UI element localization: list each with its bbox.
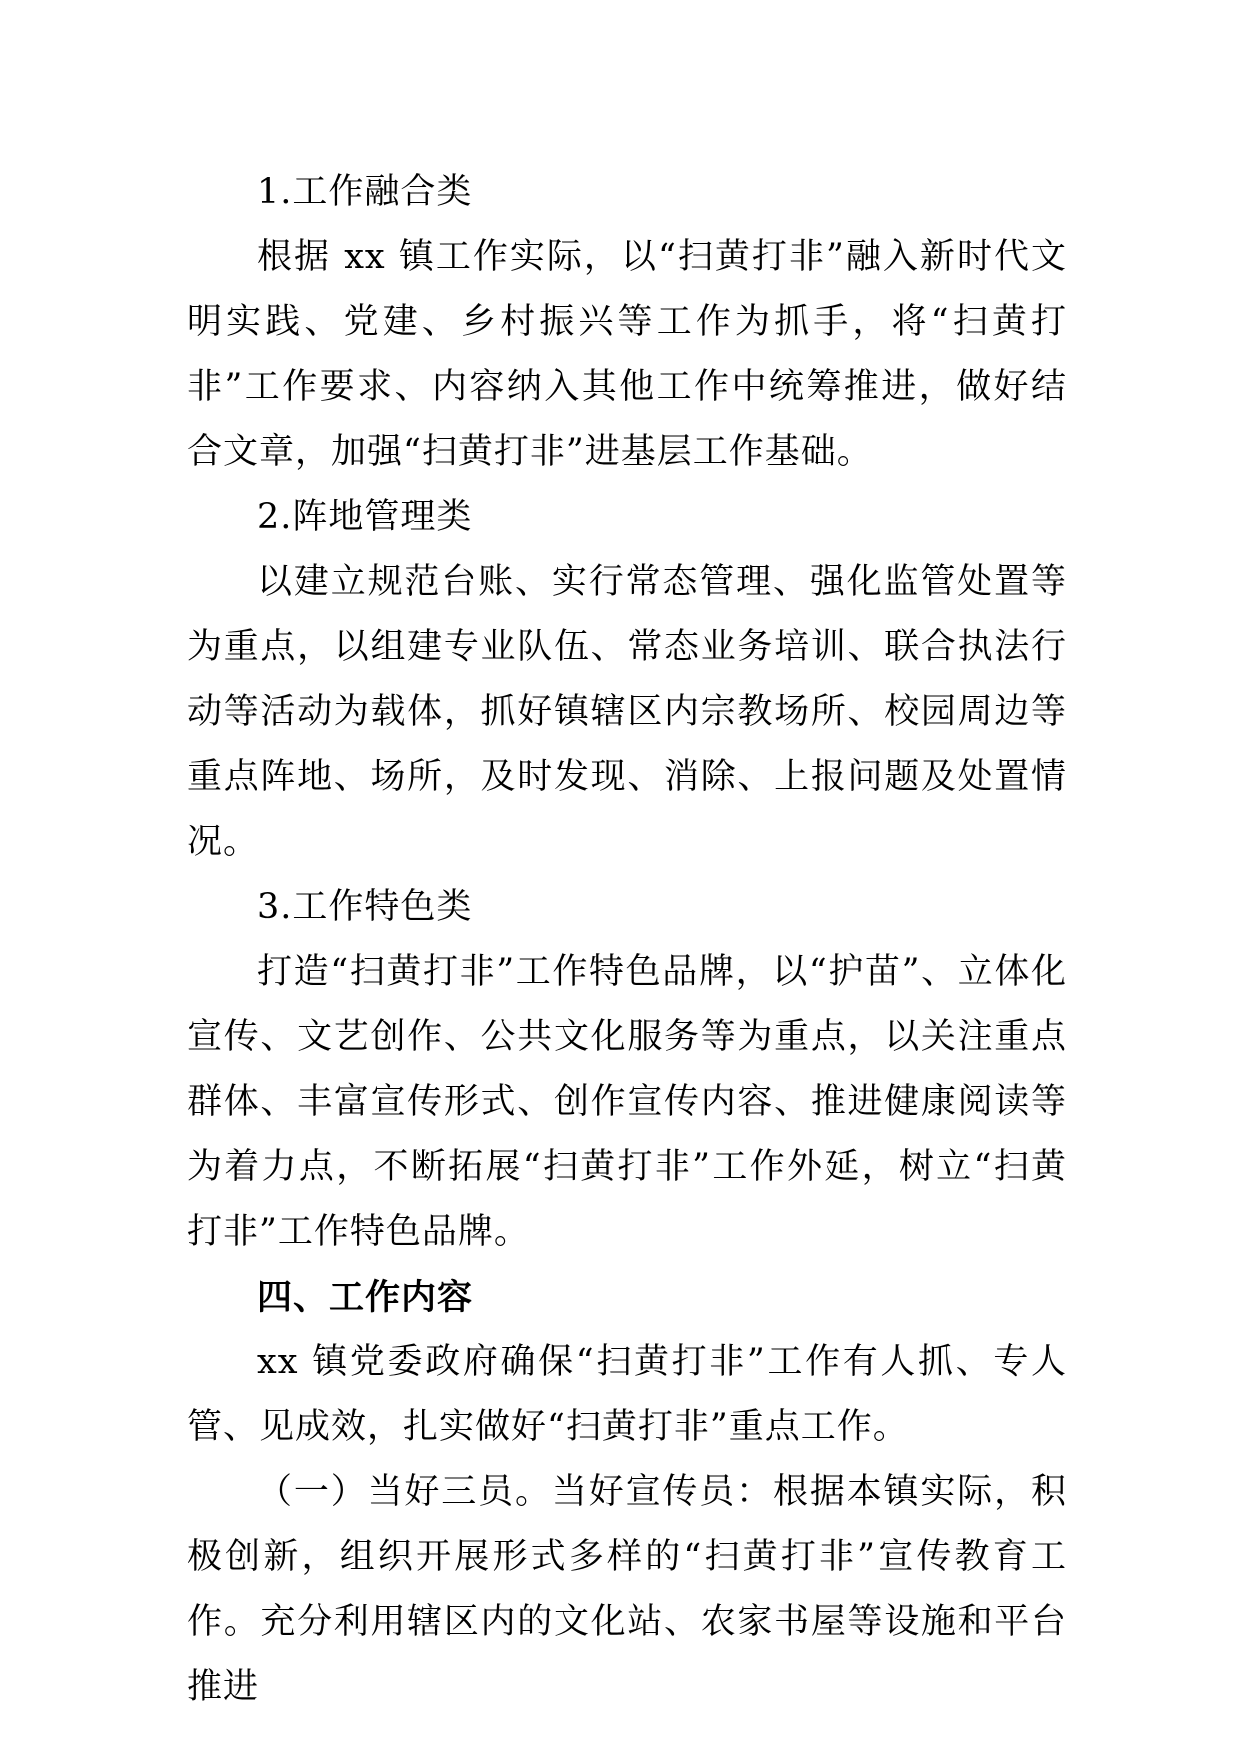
subheading-work-features: 3.工作特色类: [257, 887, 473, 927]
paragraph-work-features: 打造“扫黄打非”工作特色品牌，以“护苗”、立体化宣传、文艺创作、公共文化服务等为重点，以关注重点群体、丰富宣传形式、创作宣传内容、推进健康阅读等为着力点，不断拓展“扫黄打非”工作外延，树立“扫黄打非”工作特色品牌。: [187, 952, 1067, 1252]
paragraph-work-content-intro: xx 镇党委政府确保“扫黄打非”工作有人抓、专人管、见成效，扎实做好“扫黄打非”重点工作。: [187, 1342, 1067, 1447]
subheading-position-management: 2.阵地管理类: [257, 497, 473, 537]
document-page: [187, 160, 1067, 1720]
section-heading-work-content: 四、工作内容: [257, 1277, 474, 1318]
subheading-work-integration: 1.工作融合类: [257, 172, 473, 212]
paragraph-position-management: 以建立规范台账、实行常态管理、强化监管处置等为重点，以组建专业队伍、常态业务培训、联合执法行动等活动为载体，抓好镇辖区内宗教场所、校园周边等重点阵地、场所，及时发现、消除、上报问题及处置情况。: [187, 562, 1067, 862]
paragraph-three-roles: （一）当好三员。当好宣传员：根据本镇实际，积极创新，组织开展形式多样的“扫黄打非”宣传教育工作。充分利用辖区内的文化站、农家书屋等设施和平台推进: [187, 1472, 1067, 1707]
paragraph-work-integration: 根据 xx 镇工作实际，以“扫黄打非”融入新时代文明实践、党建、乡村振兴等工作为抓手，将“扫黄打非”工作要求、内容纳入其他工作中统筹推进，做好结合文章，加强“扫黄打非”进基层工作基础。: [187, 237, 1067, 472]
